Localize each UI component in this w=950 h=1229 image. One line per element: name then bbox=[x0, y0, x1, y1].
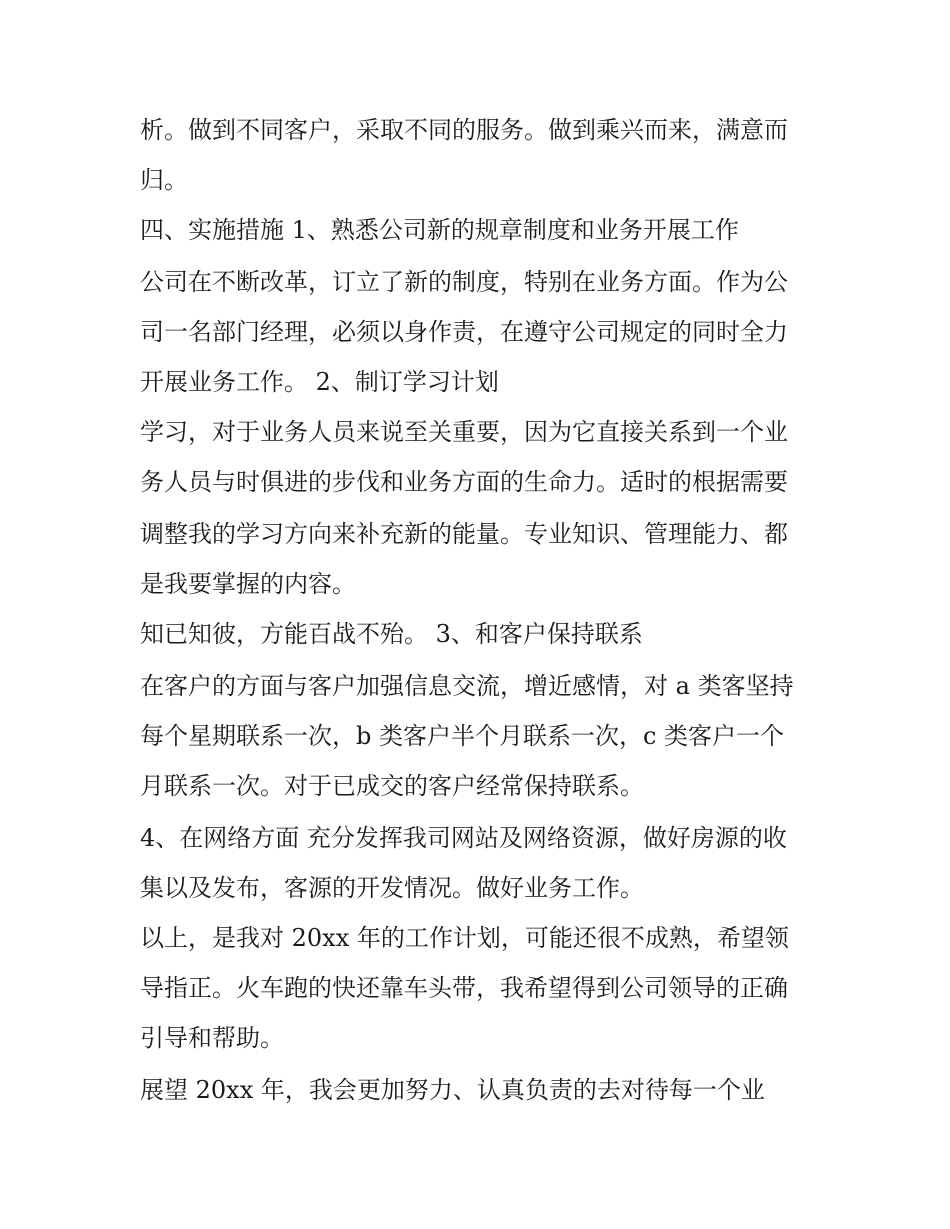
text-line: 以上，是我对 20xx 年的工作计划，可能还很不成熟，希望领 bbox=[140, 924, 789, 952]
text-line: 学习，对于业务人员来说至关重要，因为它直接关系到一个业 bbox=[140, 418, 788, 446]
text-line: 开展业务工作。 2、制订学习计划 bbox=[140, 368, 499, 396]
text-line: 知已知彼，方能百战不殆。 3、和客户保持联系 bbox=[140, 620, 643, 648]
text-line: 务人员与时俱进的步伐和业务方面的生命力。适时的根据需要 bbox=[140, 468, 788, 496]
text-line: 4、在网络方面 充分发挥我司网站及网络资源，做好房源的收 bbox=[140, 824, 787, 852]
text-line: 集以及发布，客源的开发情况。做好业务工作。 bbox=[140, 874, 644, 902]
text-line: 引导和帮助。 bbox=[140, 1024, 284, 1052]
text-line: 导指正。火车跑的快还靠车头带，我希望得到公司领导的正确 bbox=[140, 974, 788, 1002]
text-line: 公司在不断改革，订立了新的制度，特别在业务方面。作为公 bbox=[140, 268, 788, 296]
text-line: 是我要掌握的内容。 bbox=[140, 570, 356, 598]
text-line: 在客户的方面与客户加强信息交流，增近感情，对 a 类客坚持 bbox=[140, 672, 794, 700]
text-line: 展望 20xx 年，我会更加努力、认真负责的去对待每一个业 bbox=[140, 1076, 765, 1104]
text-line: 调整我的学习方向来补充新的能量。专业知识、管理能力、都 bbox=[140, 520, 788, 548]
text-line: 月联系一次。对于已成交的客户经常保持联系。 bbox=[140, 772, 644, 800]
section-heading: 四、实施措施 1、熟悉公司新的规章制度和业务开展工作 bbox=[140, 216, 739, 244]
text-line: 每个星期联系一次，b 类客户半个月联系一次，c 类客户一个 bbox=[140, 722, 785, 750]
text-line: 归。 bbox=[140, 166, 188, 194]
text-line: 析。做到不同客户，采取不同的服务。做到乘兴而来，满意而 bbox=[140, 116, 788, 144]
text-line: 司一名部门经理，必须以身作责，在遵守公司规定的同时全力 bbox=[140, 318, 788, 346]
